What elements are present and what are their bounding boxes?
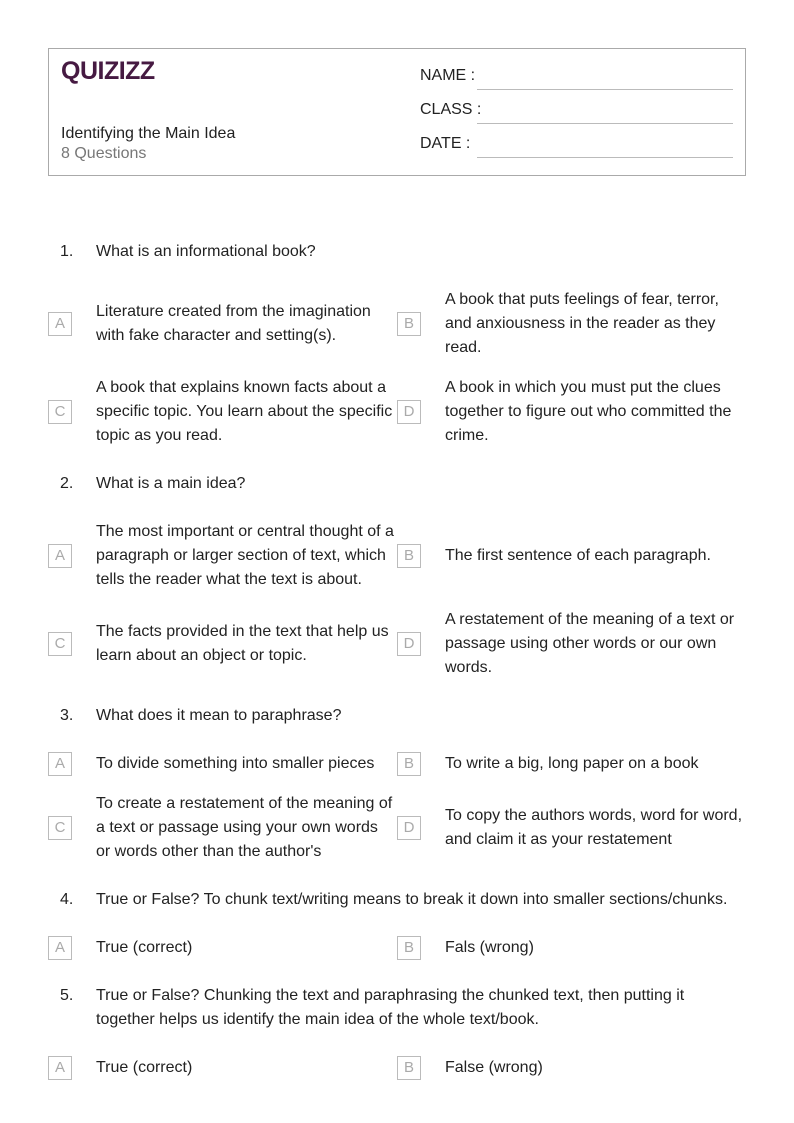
- option-letter-box[interactable]: B: [397, 544, 421, 568]
- option-text: To divide something into smaller pieces: [96, 755, 375, 772]
- option-row: [48, 608, 746, 680]
- option-row: [48, 752, 746, 776]
- question: [48, 888, 746, 912]
- option-letter-box[interactable]: B: [397, 1056, 421, 1080]
- question-number: 5.: [60, 987, 74, 1004]
- option-letter-box[interactable]: A: [48, 312, 72, 336]
- question-count: 8 Questions: [61, 145, 147, 162]
- answer-option[interactable]: [48, 376, 397, 448]
- answer-option[interactable]: [397, 376, 746, 448]
- question-list: [48, 240, 746, 1104]
- quizizz-logo: QUIZIZZ: [61, 57, 155, 85]
- option-letter-box[interactable]: B: [397, 752, 421, 776]
- question-text: What does it mean to paraphrase?: [96, 707, 342, 724]
- option-text: To copy the authors words, word for word, and claim it as your restatement: [445, 807, 743, 848]
- option-letter-box[interactable]: C: [48, 400, 72, 424]
- option-text: False (wrong): [445, 1059, 543, 1076]
- question-text: True or False? Chunking the text and paraphrasing the chunked text, then putting it together helps us identify the main idea of the whole text/book.: [96, 987, 685, 1028]
- option-text: A restatement of the meaning of a text or passage using other words or our own words.: [445, 611, 735, 676]
- option-text: The facts provided in the text that help us learn about an object or topic.: [96, 623, 389, 664]
- answer-option[interactable]: [397, 752, 746, 776]
- answer-option[interactable]: [48, 752, 397, 776]
- option-text: Fals (wrong): [445, 939, 534, 956]
- answer-option[interactable]: [397, 792, 746, 864]
- option-text: The first sentence of each paragraph.: [445, 547, 711, 564]
- option-row: [48, 792, 746, 864]
- option-letter-box[interactable]: B: [397, 936, 421, 960]
- option-text: True (correct): [96, 1059, 193, 1076]
- question-text: What is an informational book?: [96, 243, 316, 260]
- option-row: [48, 520, 746, 592]
- option-row: [48, 288, 746, 360]
- class-line: [477, 123, 733, 124]
- question-number: 2.: [60, 475, 74, 492]
- option-row: [48, 936, 746, 960]
- worksheet-header: [48, 48, 746, 176]
- option-text: True (correct): [96, 939, 193, 956]
- worksheet-title: Identifying the Main Idea: [61, 125, 236, 142]
- option-letter-box[interactable]: A: [48, 936, 72, 960]
- question: [48, 984, 746, 1032]
- option-letter-box[interactable]: A: [48, 544, 72, 568]
- answer-option[interactable]: [48, 1056, 397, 1080]
- answer-option[interactable]: [48, 608, 397, 680]
- option-letter-box[interactable]: D: [397, 632, 421, 656]
- option-text: Literature created from the imagination with fake character and setting(s).: [96, 303, 371, 344]
- name-label: NAME :: [420, 67, 476, 84]
- question-number: 4.: [60, 891, 74, 908]
- question-number: 3.: [60, 707, 74, 724]
- answer-option[interactable]: [397, 520, 746, 592]
- date-label: DATE :: [420, 135, 471, 152]
- option-text: The most important or central thought of a paragraph or larger section of text, which tells the reader what the text is about.: [96, 523, 394, 588]
- date-line: [477, 157, 733, 158]
- option-text: To write a big, long paper on a book: [445, 755, 699, 772]
- question-text: What is a main idea?: [96, 475, 246, 492]
- question: [48, 704, 746, 728]
- question-number: 1.: [60, 243, 74, 260]
- answer-option[interactable]: [48, 288, 397, 360]
- option-row: [48, 376, 746, 448]
- question: [48, 472, 746, 496]
- class-label: CLASS :: [420, 101, 482, 118]
- option-text: A book that puts feelings of fear, terror, and anxiousness in the reader as they read.: [445, 291, 719, 356]
- question: [48, 240, 746, 264]
- option-row: [48, 1056, 746, 1080]
- date-field[interactable]: [420, 135, 733, 159]
- name-line: [477, 89, 733, 90]
- option-letter-box[interactable]: A: [48, 752, 72, 776]
- answer-option[interactable]: [397, 1056, 746, 1080]
- answer-option[interactable]: [397, 608, 746, 680]
- answer-option[interactable]: [48, 792, 397, 864]
- option-letter-box[interactable]: B: [397, 312, 421, 336]
- option-text: A book that explains known facts about a specific topic. You learn about the specific topic as you read.: [96, 379, 393, 444]
- option-letter-box[interactable]: D: [397, 400, 421, 424]
- option-letter-box[interactable]: A: [48, 1056, 72, 1080]
- class-field[interactable]: [420, 101, 733, 125]
- answer-option[interactable]: [397, 288, 746, 360]
- answer-option[interactable]: [397, 936, 746, 960]
- name-field[interactable]: [420, 67, 733, 91]
- option-letter-box[interactable]: C: [48, 816, 72, 840]
- option-letter-box[interactable]: D: [397, 816, 421, 840]
- question-text: True or False? To chunk text/writing means to break it down into smaller sections/chunks.: [96, 891, 728, 908]
- answer-option[interactable]: [48, 520, 397, 592]
- option-text: To create a restatement of the meaning of a text or passage using your own words or words other than the author's: [96, 795, 393, 860]
- option-letter-box[interactable]: C: [48, 632, 72, 656]
- option-text: A book in which you must put the clues together to figure out who committed the crime.: [445, 379, 732, 444]
- answer-option[interactable]: [48, 936, 397, 960]
